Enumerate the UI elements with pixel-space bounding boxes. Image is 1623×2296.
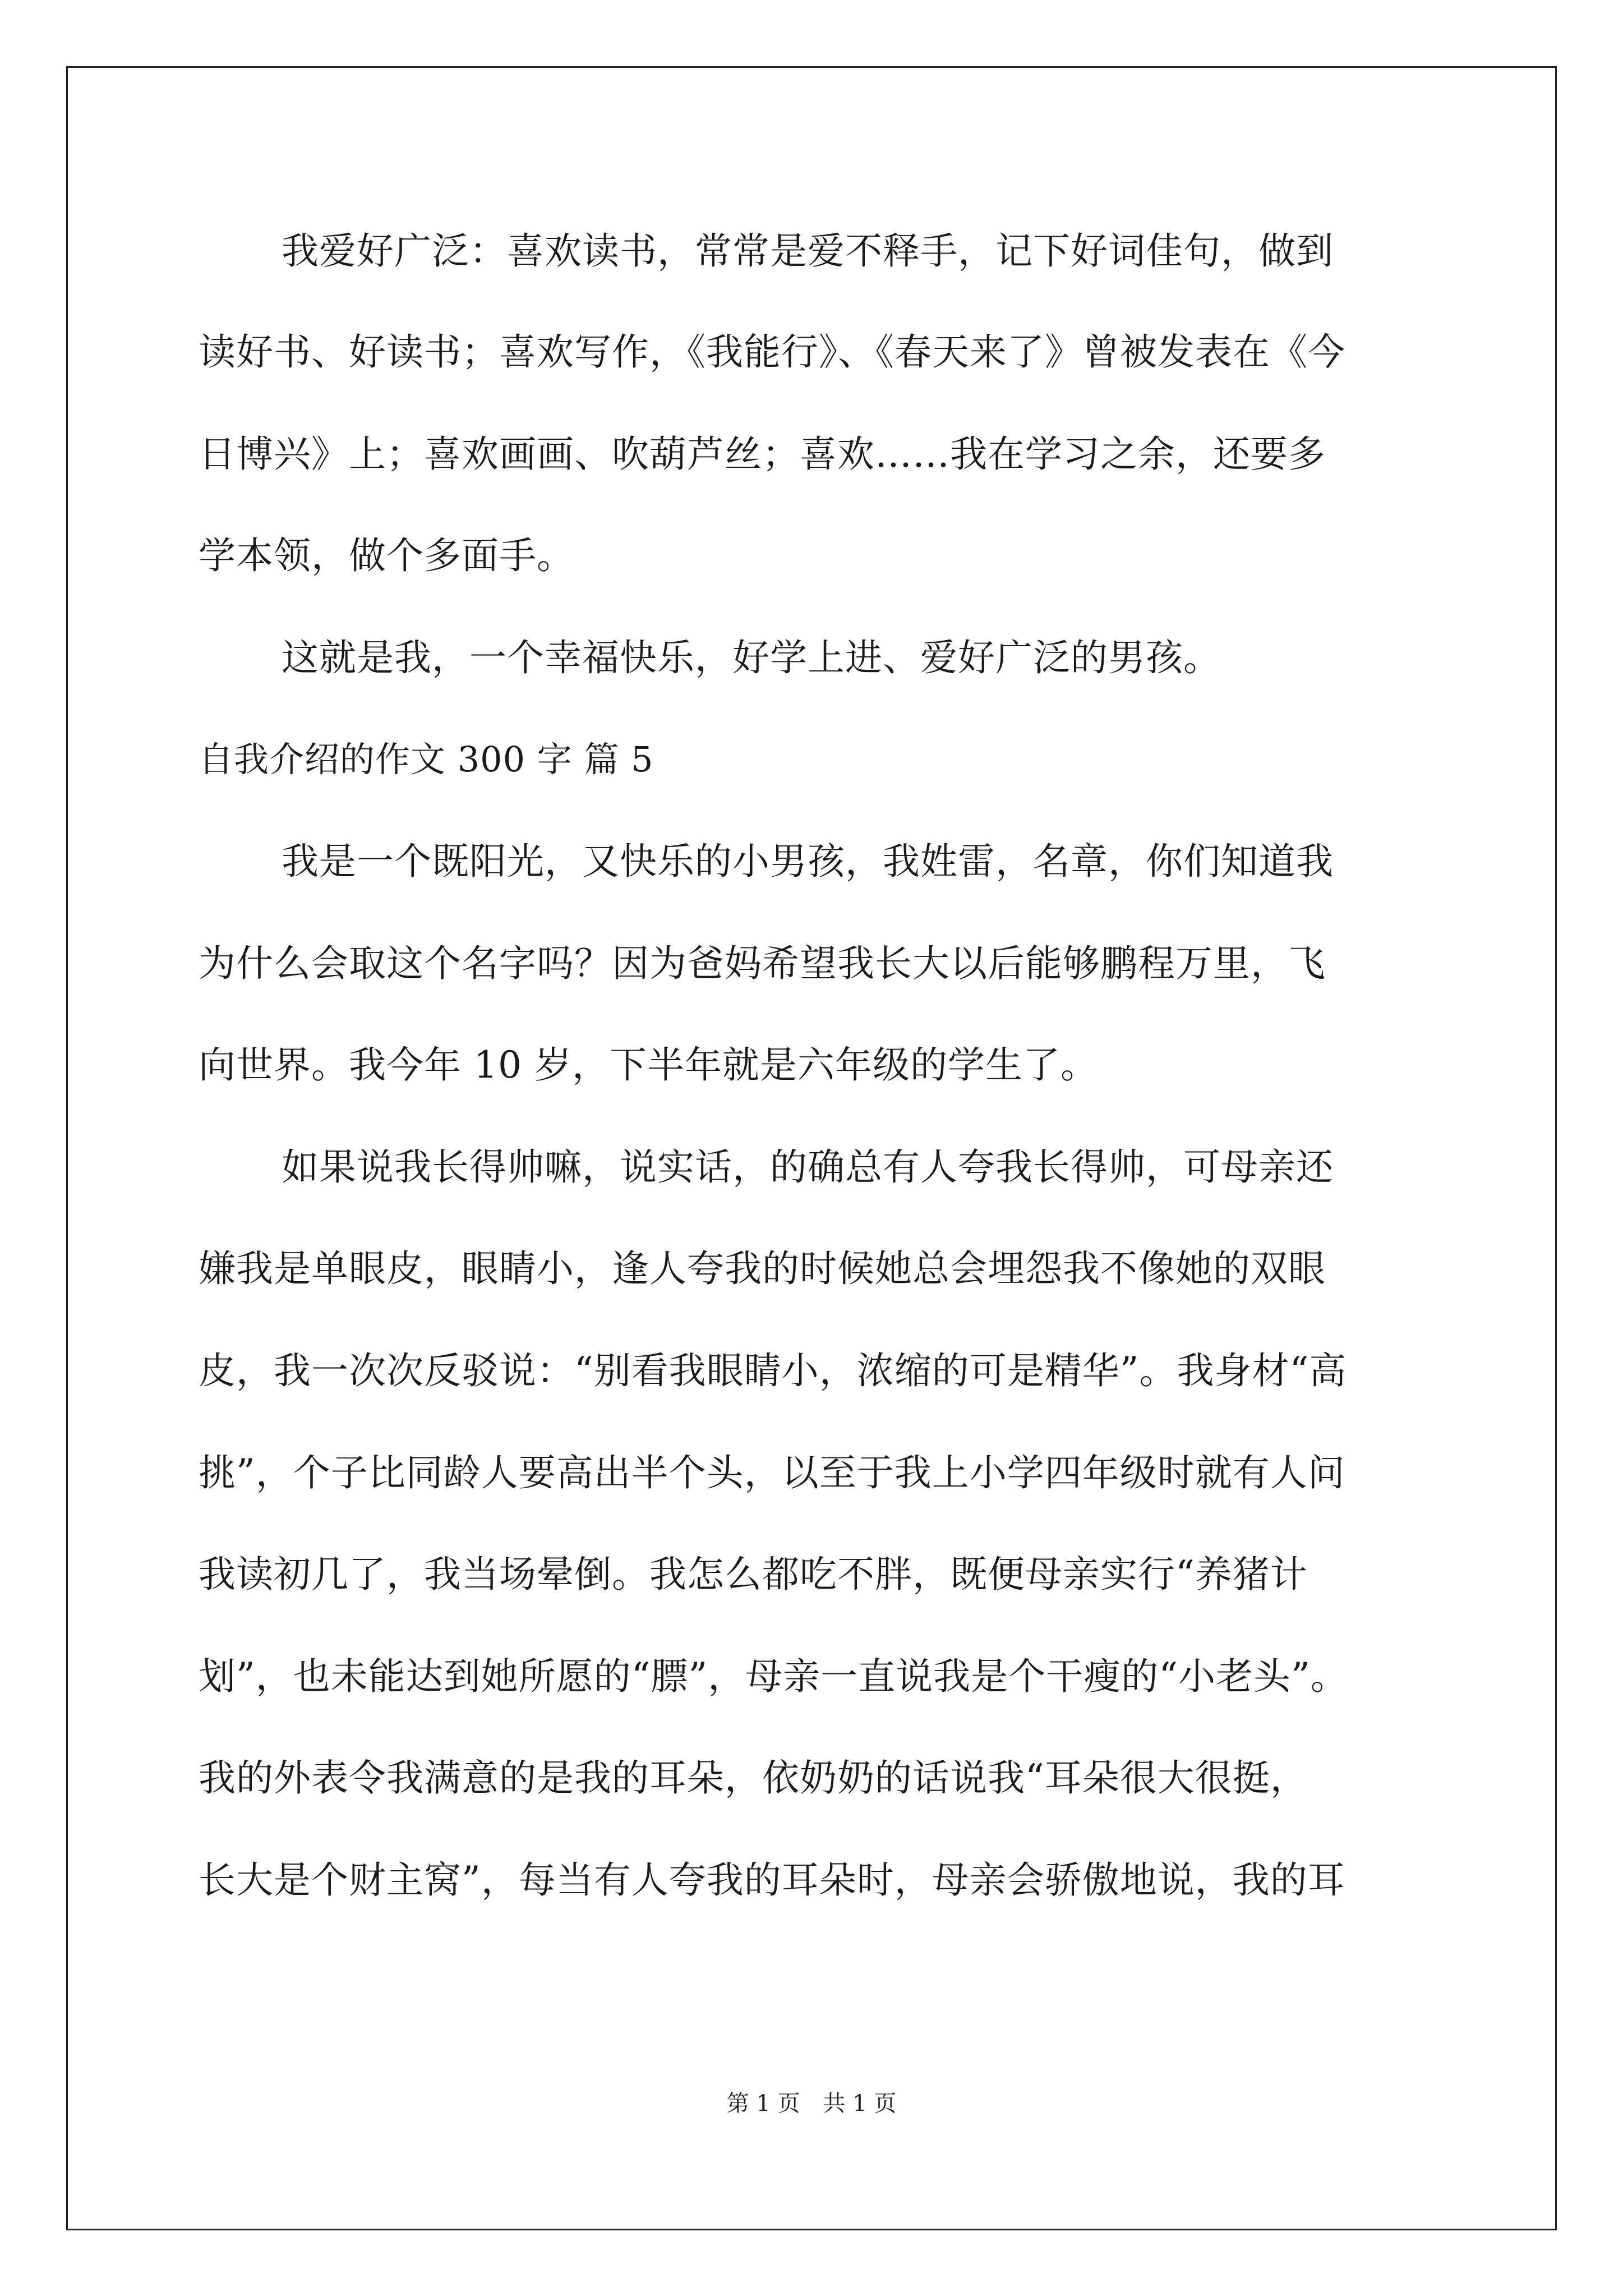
page-count: 共 1 页: [823, 2091, 897, 2116]
section-heading: 自我介绍的作文 300 字 篇 5: [199, 739, 654, 780]
text-line: 学本领，做个多面手。: [199, 534, 574, 577]
page-footer: [0, 2087, 1623, 2120]
text-line: 日博兴》上；喜欢画画、吹葫芦丝；喜欢……我在学习之余，还要多: [199, 432, 1326, 476]
text-line: 我的外表令我满意的是我的耳朵，依奶奶的话说我“耳朵很大很挺，: [199, 1756, 1308, 1800]
page-number: 第 1 页: [726, 2091, 800, 2116]
text-line: 挑”，个子比同龄人要高出半个头，以至于我上小学四年级时就有人问: [199, 1451, 1345, 1494]
text-line: 这就是我，一个幸福快乐，好学上进、爱好广泛的男孩。: [282, 636, 1221, 679]
text-line: 向世界。我今年 10 岁，下半年就是六年级的学生了。: [199, 1043, 1098, 1087]
text-line: 为什么会取这个名字吗？因为爸妈希望我长大以后能够鹏程万里，飞: [199, 942, 1326, 985]
text-line: 长大是个财主窝”，每当有人夸我的耳朵时，母亲会骄傲地说，我的耳: [199, 1858, 1345, 1902]
text-line: 读好书、好读书；喜欢写作，《我能行》、《春天来了》曾被发表在《今: [199, 330, 1345, 374]
text-line: 我读初几了，我当场晕倒。我怎么都吃不胖，既便母亲实行“养猪计: [199, 1553, 1308, 1596]
text-line: 我是一个既阳光，又快乐的小男孩，我姓雷，名章，你们知道我: [282, 840, 1334, 883]
text-line: 如果说我长得帅嘛，说实话，的确总有人夸我长得帅，可母亲还: [282, 1145, 1334, 1189]
text-line: 划”，也未能达到她所愿的“膘”，母亲一直说我是个干瘦的“小老头”。: [199, 1655, 1348, 1698]
text-line: 我爱好广泛：喜欢读书，常常是爱不释手，记下好词佳句，做到: [282, 229, 1334, 273]
text-line: 皮，我一次次反驳说：“别看我眼睛小，浓缩的可是精华”。我身材“高: [199, 1349, 1347, 1392]
text-line: 嫌我是单眼皮，眼睛小，逢人夸我的时候她总会埋怨我不像她的双眼: [199, 1247, 1326, 1290]
